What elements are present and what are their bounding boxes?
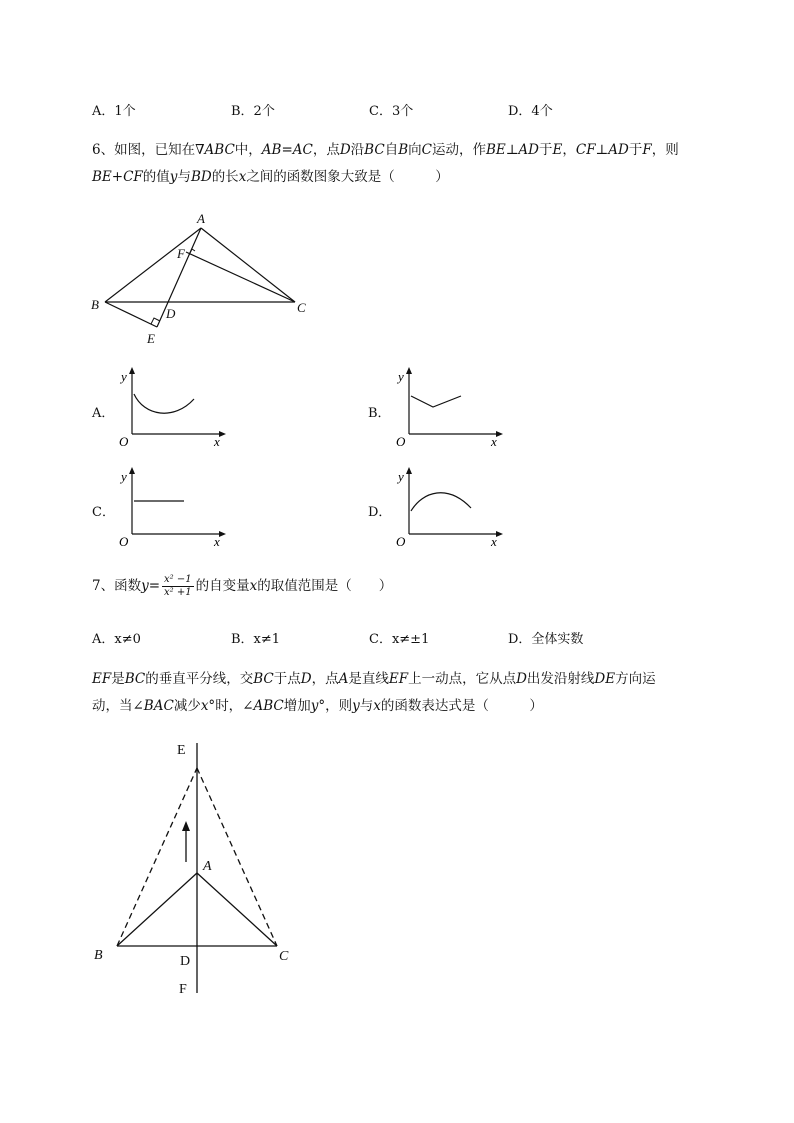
q5-option-a: A．1个 bbox=[92, 104, 136, 119]
label-f: F bbox=[177, 246, 185, 261]
label-b: B bbox=[94, 948, 103, 963]
origin-label: O bbox=[396, 434, 406, 449]
segment-ba bbox=[117, 873, 197, 946]
q8-figure bbox=[85, 735, 305, 1000]
graph-option-d-label: D． bbox=[368, 505, 392, 520]
label-d: D bbox=[166, 306, 176, 321]
q7-option-c: C．x≠±1 bbox=[369, 632, 430, 647]
label-c: C bbox=[297, 300, 306, 315]
q6-triangle-figure bbox=[85, 205, 325, 350]
graph-option-c-label: C． bbox=[92, 505, 115, 520]
label-e: E bbox=[147, 331, 155, 346]
q5-option-b: B．2个 bbox=[231, 104, 275, 119]
label-a: A bbox=[203, 859, 212, 874]
q5-option-c: C．3个 bbox=[369, 104, 414, 119]
axis-x-label: x bbox=[214, 534, 220, 549]
axis-y-label: y bbox=[398, 469, 404, 484]
motion-arrow-head bbox=[182, 821, 190, 831]
axis-y-label: y bbox=[121, 369, 127, 384]
graph-option-b-label: B． bbox=[368, 406, 391, 421]
axis-y-label: y bbox=[121, 469, 127, 484]
q6-stem-line2: BE+CF的值y与BD的长x之间的函数图象大致是（ ） bbox=[92, 169, 449, 185]
axis-x-label: x bbox=[491, 534, 497, 549]
origin-label: O bbox=[119, 434, 129, 449]
line-be bbox=[105, 302, 157, 327]
label-a: A bbox=[197, 211, 205, 226]
label-b: B bbox=[91, 297, 99, 312]
segment-ac bbox=[197, 873, 277, 946]
origin-label: O bbox=[396, 534, 406, 549]
edge-ba bbox=[105, 228, 201, 302]
q7-stem: 7、函数y= $\frac{\text{x² −1}}{\text{x² +1}}$ 的自变量x的取值范围是（ ） bbox=[92, 574, 393, 598]
q5-option-d: D．4个 bbox=[508, 104, 553, 119]
q7-option-a: A．x≠0 bbox=[92, 632, 141, 647]
q8-stem-line2: 动，当∠BAC减少x°时，∠ABC增加y°，则y与x的函数表达式是（ ） bbox=[92, 698, 543, 714]
origin-label: O bbox=[119, 534, 129, 549]
line-ae bbox=[157, 228, 201, 327]
q6-stem-line1: 6、如图，已知在∇ABC中，AB=AC，点D沿BC自B向C运动，作BE⊥AD于E，CF⊥AD于F，则 bbox=[92, 142, 679, 158]
graph-option-a-label: A． bbox=[92, 406, 115, 421]
label-e: E bbox=[177, 743, 186, 758]
label-f: F bbox=[179, 982, 187, 997]
label-d: D bbox=[180, 954, 191, 969]
graph-b bbox=[393, 366, 503, 450]
axis-x-label: x bbox=[491, 434, 497, 449]
label-c: C bbox=[279, 949, 289, 964]
q7-option-d: D．全体实数 bbox=[508, 632, 584, 647]
dashed-right bbox=[197, 768, 277, 946]
q7-option-b: B．x≠1 bbox=[231, 632, 281, 647]
axis-x-label: x bbox=[214, 434, 220, 449]
q8-stem-line1: EF是BC的垂直平分线，交BC于点D，点A是直线EF上一动点，它从点D出发沿射线DE方向运 bbox=[92, 671, 656, 687]
graph-d bbox=[393, 466, 503, 550]
graph-c bbox=[116, 466, 226, 550]
axis-y-label: y bbox=[398, 369, 404, 384]
q7-fraction: $\frac{\text{x² −1}}{\text{x² +1}}$ bbox=[164, 574, 192, 598]
graph-a bbox=[116, 366, 226, 450]
dashed-left bbox=[117, 768, 197, 946]
